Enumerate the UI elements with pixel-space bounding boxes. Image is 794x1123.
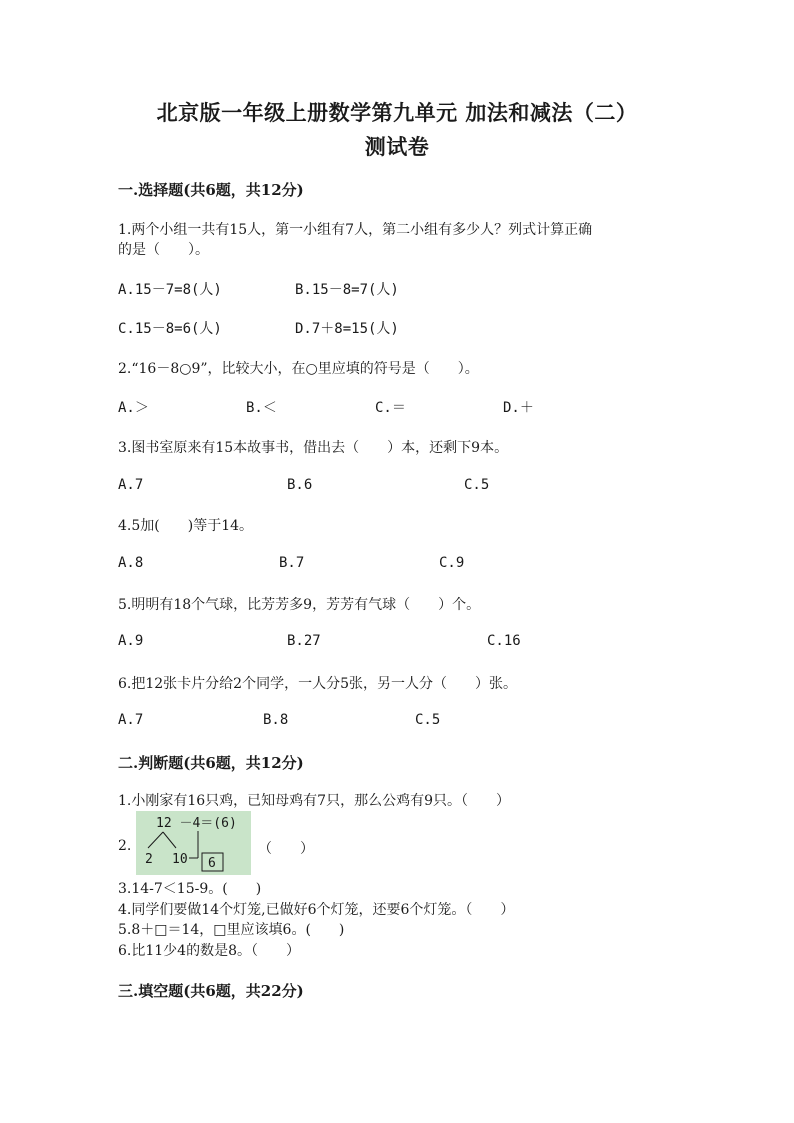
question-3-option-a[interactable]: A.7 xyxy=(118,477,144,493)
question-2-option-c[interactable]: C.＝ xyxy=(375,400,406,416)
judge-question-4: 4.同学们要做14个灯笼,已做好6个灯笼，还要6个灯笼。（ ） xyxy=(118,902,515,918)
question-6-text: 6.把12张卡片分给2个同学，一人分5张，另一人分（ ）张。 xyxy=(118,676,517,692)
question-5-option-c[interactable]: C.16 xyxy=(487,633,521,649)
question-6-option-a[interactable]: A.7 xyxy=(118,712,144,728)
diagram-answer-box-text: 6 xyxy=(208,856,216,871)
question-2-option-a[interactable]: A.＞ xyxy=(118,400,149,416)
question-5-option-a[interactable]: A.9 xyxy=(118,633,144,649)
question-6-option-b[interactable]: B.8 xyxy=(263,712,289,728)
title-line-2: 测试卷 xyxy=(364,134,430,159)
diagram-split-left xyxy=(148,832,163,848)
title-line-1: 北京版一年级上册数学第九单元 加法和减法（二） xyxy=(156,100,638,125)
section-fill-heading: 三.填空题(共6题，共22分) xyxy=(118,982,304,1000)
question-4-option-c[interactable]: C.9 xyxy=(439,555,465,571)
judge-question-3: 3.14-7＜15-9。( ) xyxy=(118,881,262,897)
question-2-text: 2.“16－8○9”，比较大小，在○里应填的符号是（ ）。 xyxy=(118,361,479,377)
question-1-line-2: 的是（ ）。 xyxy=(118,242,209,258)
question-1-option-b[interactable]: B.15－8=7(人) xyxy=(295,282,399,298)
question-3-option-b[interactable]: B.6 xyxy=(287,477,313,493)
question-3-option-c[interactable]: C.5 xyxy=(464,477,490,493)
judge-question-6: 6.比11少4的数是8。（ ） xyxy=(118,943,300,959)
diagram-equation: 12 －4＝(6) xyxy=(156,816,237,831)
diagram-part-left: 2 xyxy=(145,852,153,867)
section-judge-heading: 二.判断题(共6题，共12分) xyxy=(118,754,304,772)
question-2-option-b[interactable]: B.＜ xyxy=(246,400,277,416)
question-1-line-1: 1.两个小组一共有15人，第一小组有7人，第二小组有多少人？列式计算正确 xyxy=(118,222,593,238)
judge-question-2-number: 2. xyxy=(118,838,132,854)
judge-question-5: 5.8＋□＝14，□里应该填6。( ) xyxy=(118,922,345,938)
question-4-option-a[interactable]: A.8 xyxy=(118,555,144,571)
question-1-option-c[interactable]: C.15－8=6(人) xyxy=(118,321,222,337)
diagram-part-mid: 10 xyxy=(172,852,188,867)
question-6-option-c[interactable]: C.5 xyxy=(415,712,441,728)
diagram-split-right xyxy=(163,832,176,848)
judge-question-2-diagram xyxy=(136,811,251,875)
judge-question-2-paren: （ ） xyxy=(258,841,314,857)
question-1-option-a[interactable]: A.15－7=8(人) xyxy=(118,282,222,298)
question-5-text: 5.明明有18个气球，比芳芳多9，芳芳有气球（ ）个。 xyxy=(118,597,481,613)
judge-question-1: 1.小刚家有16只鸡，已知母鸡有7只，那么公鸡有9只。（ ） xyxy=(118,793,510,809)
question-1-option-d[interactable]: D.7＋8=15(人) xyxy=(295,321,399,337)
question-4-option-b[interactable]: B.7 xyxy=(279,555,305,571)
question-3-text: 3.图书室原来有15本故事书，借出去（ ）本，还剩下9本。 xyxy=(118,440,509,456)
section-choice-heading: 一.选择题(共6题，共12分) xyxy=(118,181,304,199)
question-4-text: 4.5加( )等于14。 xyxy=(118,518,254,534)
question-5-option-b[interactable]: B.27 xyxy=(287,633,321,649)
question-2-option-d[interactable]: D.＋ xyxy=(503,400,534,416)
